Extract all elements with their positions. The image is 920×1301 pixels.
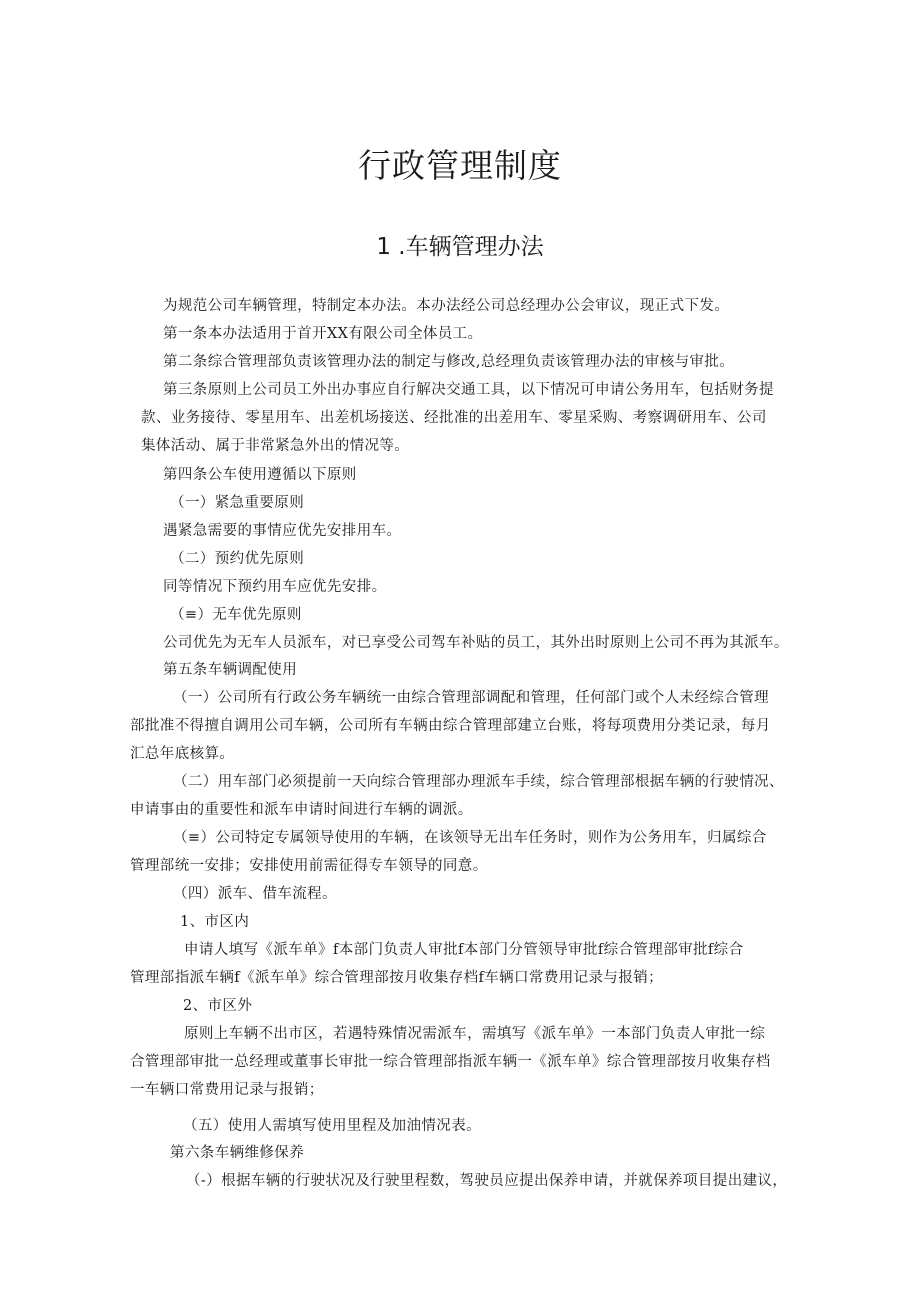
- paragraph-line: 申请事由的重要性和派车申请时间进行车辆的调派。: [130, 802, 473, 818]
- paragraph-line: （-）根据车辆的行驶状况及行驶里程数，驾驶员应提出保养申请，并就保养项目提出建议，: [186, 1173, 788, 1189]
- paragraph-line: 集体活动、属于非常紧急外出的情况等。: [141, 438, 410, 454]
- paragraph-line: 合管理部审批一总经理或董事长审批一综合管理部指派车辆一《派车单》综合管理部按月收集存档: [130, 1054, 771, 1070]
- paragraph-line: 第二条综合管理部负责该管理办法的制定与修改,总经理负责该管理办法的审核与审批。: [163, 354, 735, 370]
- paragraph-line: 管理部统一安排；安排使用前需征得专车领导的同意。: [130, 858, 488, 874]
- paragraph-line: （二）预约优先原则: [170, 551, 305, 567]
- paragraph-line: 部批准不得擅自调用公司车辆，公司所有车辆由综合管理部建立台账，将每项费用分类记录，每月: [130, 718, 771, 734]
- paragraph-line: 第五条车辆调配使用: [163, 662, 298, 678]
- paragraph-line: 为规范公司车辆管理，特制定本办法。本办法经公司总经理办公会审议，现正式下发。: [163, 298, 730, 314]
- paragraph-line: （一）紧急重要原则: [170, 495, 305, 511]
- paragraph-line: 第四条公车使用遵循以下原则: [163, 467, 357, 483]
- paragraph-line: 汇总年底核算。: [130, 746, 235, 762]
- paragraph-line: 第三条原则上公司员工外出办事应自行解决交通工具，以下情况可申请公务用车，包括财务提: [163, 382, 774, 398]
- paragraph-line: 第六条车辆维修保养: [170, 1145, 305, 1161]
- paragraph-line: 公司优先为无车人员派车，对已享受公司驾车补贴的员工，其外出时原则上公司不再为其派车。: [163, 635, 789, 651]
- paragraph-line: （≡）公司特定专属领导使用的车辆，在该领导无出车任务时，则作为公务用车，归属综合: [173, 830, 767, 846]
- document-title: 行政管理制度: [358, 146, 562, 185]
- paragraph-line: （一）公司所有行政公务车辆统一由综合管理部调配和管理，任何部门或个人未经综合管理: [173, 690, 769, 706]
- paragraph-line: 第一条本办法适用于首开XX有限公司全体员工。: [163, 326, 483, 342]
- paragraph-line: （四）派车、借车流程。: [173, 886, 337, 902]
- paragraph-line: 一车辆口常费用记录与报销；: [130, 1082, 324, 1098]
- paragraph-line: 申请人填写《派车单》f本部门负责人审批f本部门分管领导审批f综合管理部审批f综合: [184, 942, 744, 958]
- paragraph-line: 款、业务接待、零星用车、出差机场接送、经批准的出差用车、零星采购、考察调研用车、公司: [141, 410, 767, 426]
- paragraph-line: 1、市区内: [180, 914, 250, 930]
- section-heading: 1 .车辆管理办法: [376, 234, 544, 260]
- paragraph-line: （五）使用人需填写使用里程及加油情况表。: [183, 1118, 481, 1134]
- paragraph-line: （二）用车部门必须提前一天向综合管理部办理派车手续，综合管理部根据车辆的行驶情况、: [173, 774, 784, 790]
- paragraph-line: 管理部指派车辆f《派车单》综合管理部按月收集存档f车辆口常费用记录与报销；: [130, 970, 664, 986]
- paragraph-line: （≡）无车优先原则: [170, 607, 302, 623]
- paragraph-line: 原则上车辆不出市区，若遇特殊情况需派车，需填写《派车单》一本部门负责人审批一综: [184, 1026, 766, 1042]
- paragraph-line: 遇紧急需要的事情应优先安排用车。: [163, 523, 402, 539]
- paragraph-line: 2、市区外: [183, 998, 253, 1014]
- paragraph-line: 同等情况下预约用车应优先安排。: [163, 579, 387, 595]
